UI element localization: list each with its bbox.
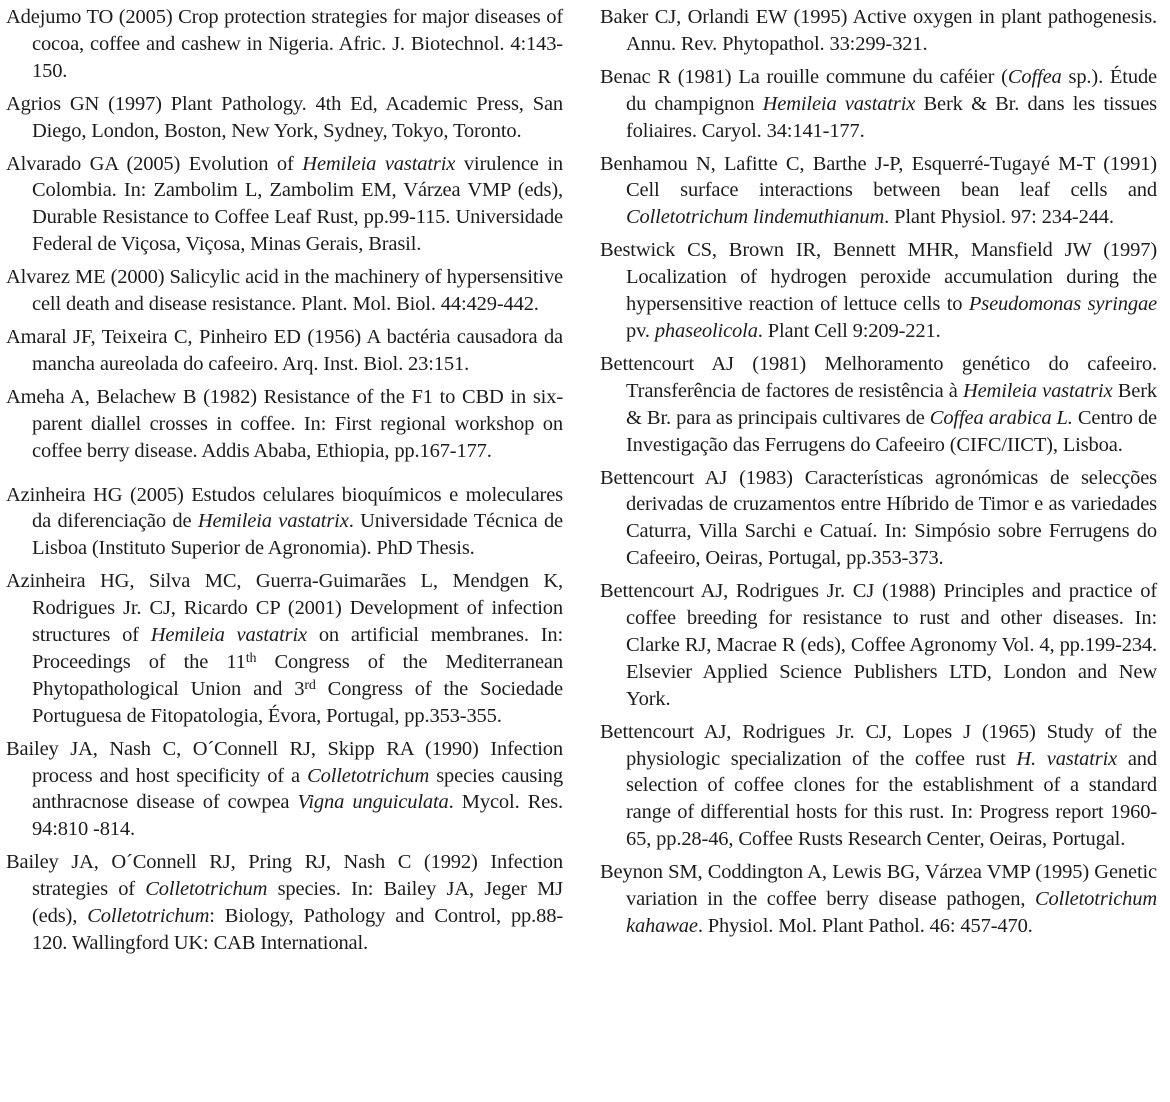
reference-entry xyxy=(600,151,1157,232)
italic-text: Colletotrichum xyxy=(87,905,210,928)
reference-text: . Plant Cell 9:209-221. xyxy=(757,319,941,342)
reference-text: . Mycol. Res. 94:810 -814. xyxy=(32,791,563,841)
italic-text: Hemileia vastatrix xyxy=(302,152,456,175)
reference-entry xyxy=(600,859,1157,940)
reference-text: Bestwick CS, Brown IR, Bennett MHR, Mansfield JW (1997) Localization of hydrogen peroxide accumulation during the hypersensitive reaction of lettuce cells to xyxy=(600,239,1157,316)
reference-column-left xyxy=(6,4,563,963)
reference-text: sp.). Étude du champignon xyxy=(626,65,1157,115)
reference-entry xyxy=(600,237,1157,345)
reference-text: Congress of the Sociedade Portuguesa de Fitopatologia, Évora, Portugal, pp.353-355. xyxy=(32,677,563,727)
reference-text: . Plant Physiol. 97: 234-244. xyxy=(884,206,1114,229)
reference-entry xyxy=(6,4,563,85)
reference-text: Berk & Br. para as principais cultivares de xyxy=(626,379,1157,429)
italic-text: Vigna unguiculata xyxy=(297,791,449,814)
italic-text: phaseolicola xyxy=(654,319,758,342)
reference-text: pv. xyxy=(626,319,655,342)
reference-text: Bettencourt AJ, Rodrigues Jr. CJ, Lopes J (1965) Study of the physiologic specialization of the coffee rust xyxy=(600,720,1157,770)
italic-text: Colletotrichum xyxy=(145,878,268,901)
reference-text: . Physiol. Mol. Plant Pathol. 46: 457-470. xyxy=(697,915,1033,937)
reference-entry xyxy=(6,384,563,465)
reference-entry xyxy=(600,719,1157,854)
superscript-text: th xyxy=(245,650,257,666)
reference-text: Beynon SM, Coddington A, Lewis BG, Várzea VMP (1995) Genetic variation in the coffee berry disease pathogen, xyxy=(600,861,1157,911)
reference-text: Ameha A, Belachew B (1982) Resistance of the F1 to CBD in six-parent diallel crosses in coffee. In: First regional workshop on coffee berry disease. Addis Ababa, Ethiopia, pp.167-177. xyxy=(6,385,563,462)
reference-text: and selection of coffee clones for the establishment of a standard range of differential hosts for this rust. In: Progress report 1960-65, pp.28-46, Coffee Rusts Research Center, Oeiras, Portugal. xyxy=(626,747,1158,851)
italic-text: Hemileia vastatrix xyxy=(197,510,349,533)
reference-entry xyxy=(600,351,1157,459)
reference-text: Adejumo TO (2005) Crop protection strategies for major diseases of cocoa, coffee and cashew in Nigeria. Afric. J. Biotechnol. 4:143-150. xyxy=(6,6,563,82)
reference-text: Centro de Investigação das Ferrugens do Cafeeiro (CIFC/IICT), Lisboa. xyxy=(626,406,1157,456)
reference-entry xyxy=(6,264,563,318)
reference-entry xyxy=(600,64,1157,145)
reference-entry xyxy=(6,324,563,378)
italic-text: Pseudomonas syringae xyxy=(968,293,1157,316)
italic-text: Hemileia vastatrix xyxy=(150,624,307,647)
reference-entry xyxy=(600,4,1157,58)
reference-column-right xyxy=(600,4,1157,946)
reference-text: Azinheira HG, Silva MC, Guerra-Guimarães L, Mendgen K, Rodrigues Jr. CJ, Ricardo CP (2001) Development of infection structures of xyxy=(6,570,563,647)
italic-text: Hemileia vastatrix xyxy=(962,379,1113,402)
reference-text: Amaral JF, Teixeira C, Pinheiro ED (1956) A bactéria causadora da mancha aureolada do cafeeiro. Arq. Inst. Biol. 23:151. xyxy=(6,325,563,375)
reference-text: Benac R (1981) La rouille commune du caféier ( xyxy=(600,65,1008,88)
reference-text: : Biology, Pathology and Control, pp.88-120. Wallingford UK: CAB International. xyxy=(32,905,564,954)
reference-text: Alvarado GA (2005) Evolution of xyxy=(6,152,303,175)
reference-text: Congress of the Mediterranean Phytopathological Union and 3 xyxy=(32,650,563,700)
reference-text: Alvarez ME (2000) Salicylic acid in the machinery of hypersensitive cell death and disease resistance. Plant. Mol. Biol. 44:429-442. xyxy=(6,266,563,316)
reference-text: Agrios GN (1997) Plant Pathology. 4th Ed, Academic Press, San Diego, London, Boston, New York, Sydney, Tokyo, Toronto. xyxy=(6,92,563,142)
reference-text: Bettencourt AJ, Rodrigues Jr. CJ (1988) Principles and practice of coffee breeding for resistance to rust and other diseases. In: Clarke RJ, Macrae R (eds), Coffee Agronomy Vol. 4, pp.199-234. Elsevier Applied Science Publishers LTD, London and New York. xyxy=(600,580,1157,710)
reference-entry xyxy=(600,465,1157,573)
reference-entry xyxy=(600,578,1157,713)
italic-text: Colletotrichum lindemuthianum xyxy=(626,206,885,229)
italic-text: H. vastatrix xyxy=(1016,747,1118,770)
reference-text: Benhamou N, Lafitte C, Barthe J-P, Esquerré-Tugayé M-T (1991) Cell surface interactions between bean leaf cells and xyxy=(600,152,1157,202)
reference-text: Baker CJ, Orlandi EW (1995) Active oxygen in plant pathogenesis. Annu. Rev. Phytopathol. 33:299-321. xyxy=(600,6,1157,55)
reference-text: Bettencourt AJ (1981) Melhoramento genético do cafeeiro. Transferência de factores de resistência à xyxy=(600,352,1157,402)
superscript-text: rd xyxy=(304,677,316,693)
reference-text: Bailey JA, Nash C, O´Connell RJ, Skipp RA (1990) Infection process and host specificity of a xyxy=(6,737,563,787)
reference-entry xyxy=(6,568,563,729)
italic-text: Colletotrichum xyxy=(307,764,430,787)
reference-text: species. In: Bailey JA, Jeger MJ (eds), xyxy=(32,878,563,928)
italic-text: Hemileia vastatrix xyxy=(762,92,916,115)
italic-text: Coffea xyxy=(1007,65,1062,88)
reference-entry xyxy=(6,91,563,145)
reference-entry xyxy=(6,849,563,957)
reference-text: . Universidade Técnica de Lisboa (Instituto Superior de Agronomia). PhD Thesis. xyxy=(32,510,564,560)
reference-entry xyxy=(6,482,563,563)
reference-text: Bailey JA, O´Connell RJ, Pring RJ, Nash C (1992) Infection strategies of xyxy=(6,851,563,901)
reference-text: Bettencourt AJ (1983) Características agronómicas de selecções derivadas de cruzamentos entre Híbrido de Timor e as variedades Caturra, Villa Sarchi e Catuaí. In: Simpósio sobre Ferrugens do Cafeeiro, Oeiras, Portugal, pp.353-373. xyxy=(600,466,1157,570)
reference-entry xyxy=(6,151,563,259)
reference-text: Berk & Br. dans les tissues foliaires. Caryol. 34:141-177. xyxy=(626,92,1157,142)
reference-text: Azinheira HG (2005) Estudos celulares bioquímicos e moleculares da diferenciação de xyxy=(6,483,563,533)
italic-text: Colletotrichum kahawae xyxy=(626,888,1157,937)
reference-text: virulence in Colombia. In: Zambolim L, Zambolim EM, Várzea VMP (eds), Durable Resistance to Coffee Leaf Rust, pp.99-115. Universidade Federal de Viçosa, Viçosa, Minas Gerais, Brasil. xyxy=(32,152,563,256)
reference-text: on artificial membranes. In: Proceedings of the 11 xyxy=(32,624,564,673)
reference-entry xyxy=(6,736,563,844)
italic-text: Coffea arabica L. xyxy=(929,406,1073,429)
reference-text: species causing anthracnose disease of cowpea xyxy=(32,764,564,814)
